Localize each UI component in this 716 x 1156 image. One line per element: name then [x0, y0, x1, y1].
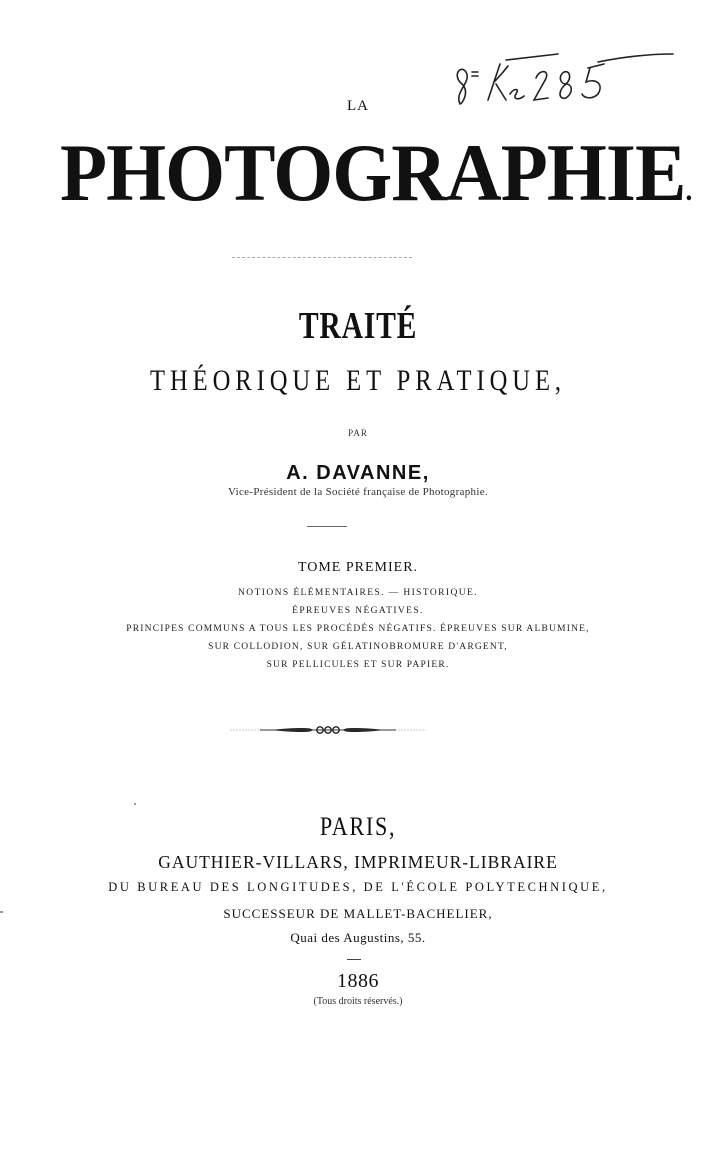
rights-notice: (Tous droits réservés.): [313, 996, 403, 1007]
subtitle-traite: TRAITÉ: [298, 305, 418, 347]
pretitle: LA: [347, 98, 369, 114]
divider-rule-tiny: [347, 959, 361, 960]
contents-line: NOTIONS ÉLÉMENTAIRES. — HISTORIQUE.: [238, 588, 478, 598]
divider-rule: [232, 257, 412, 259]
publisher-address: Quai des Augustins, 55.: [290, 930, 426, 945]
by-label: PAR: [348, 428, 368, 438]
contents-line: PRINCIPES COMMUNS A TOUS LES PROCÉDÉS NÉGATIFS. ÉPREUVES SUR ALBUMINE,: [126, 624, 590, 634]
publisher-name: GAUTHIER-VILLARS, IMPRIMEUR-LIBRAIRE: [158, 852, 558, 872]
subtitle-theorique: THÉORIQUE ET PRATIQUE,: [150, 364, 566, 397]
contents-line: SUR PELLICULES ET SUR PAPIER.: [266, 660, 450, 670]
main-title-text: PHOTOGRAPHIE: [60, 127, 686, 218]
paper-speck: [134, 803, 136, 805]
contents-line: SUR COLLODION, SUR GÉLATINOBROMURE D'ARGENT,: [208, 642, 508, 652]
publisher-affiliation: DU BUREAU DES LONGITUDES, DE L'ÉCOLE POLYTECHNIQUE,: [108, 880, 608, 894]
author-title: Vice-Président de la Société française de Photographie.: [228, 486, 488, 498]
volume-label: TOME PREMIER.: [297, 560, 419, 575]
author-name: A. DAVANNE,: [286, 462, 430, 484]
publisher-successor: SUCCESSEUR DE MALLET-BACHELIER,: [223, 906, 493, 921]
main-title: [60, 127, 692, 236]
title-period: .: [685, 174, 692, 207]
ornament-rule-icon: [230, 722, 426, 738]
contents-line: ÉPREUVES NÉGATIVES.: [292, 606, 424, 616]
imprint-city: PARIS,: [319, 812, 397, 841]
divider-rule-short: [307, 526, 347, 527]
publication-year: 1886: [337, 970, 379, 992]
